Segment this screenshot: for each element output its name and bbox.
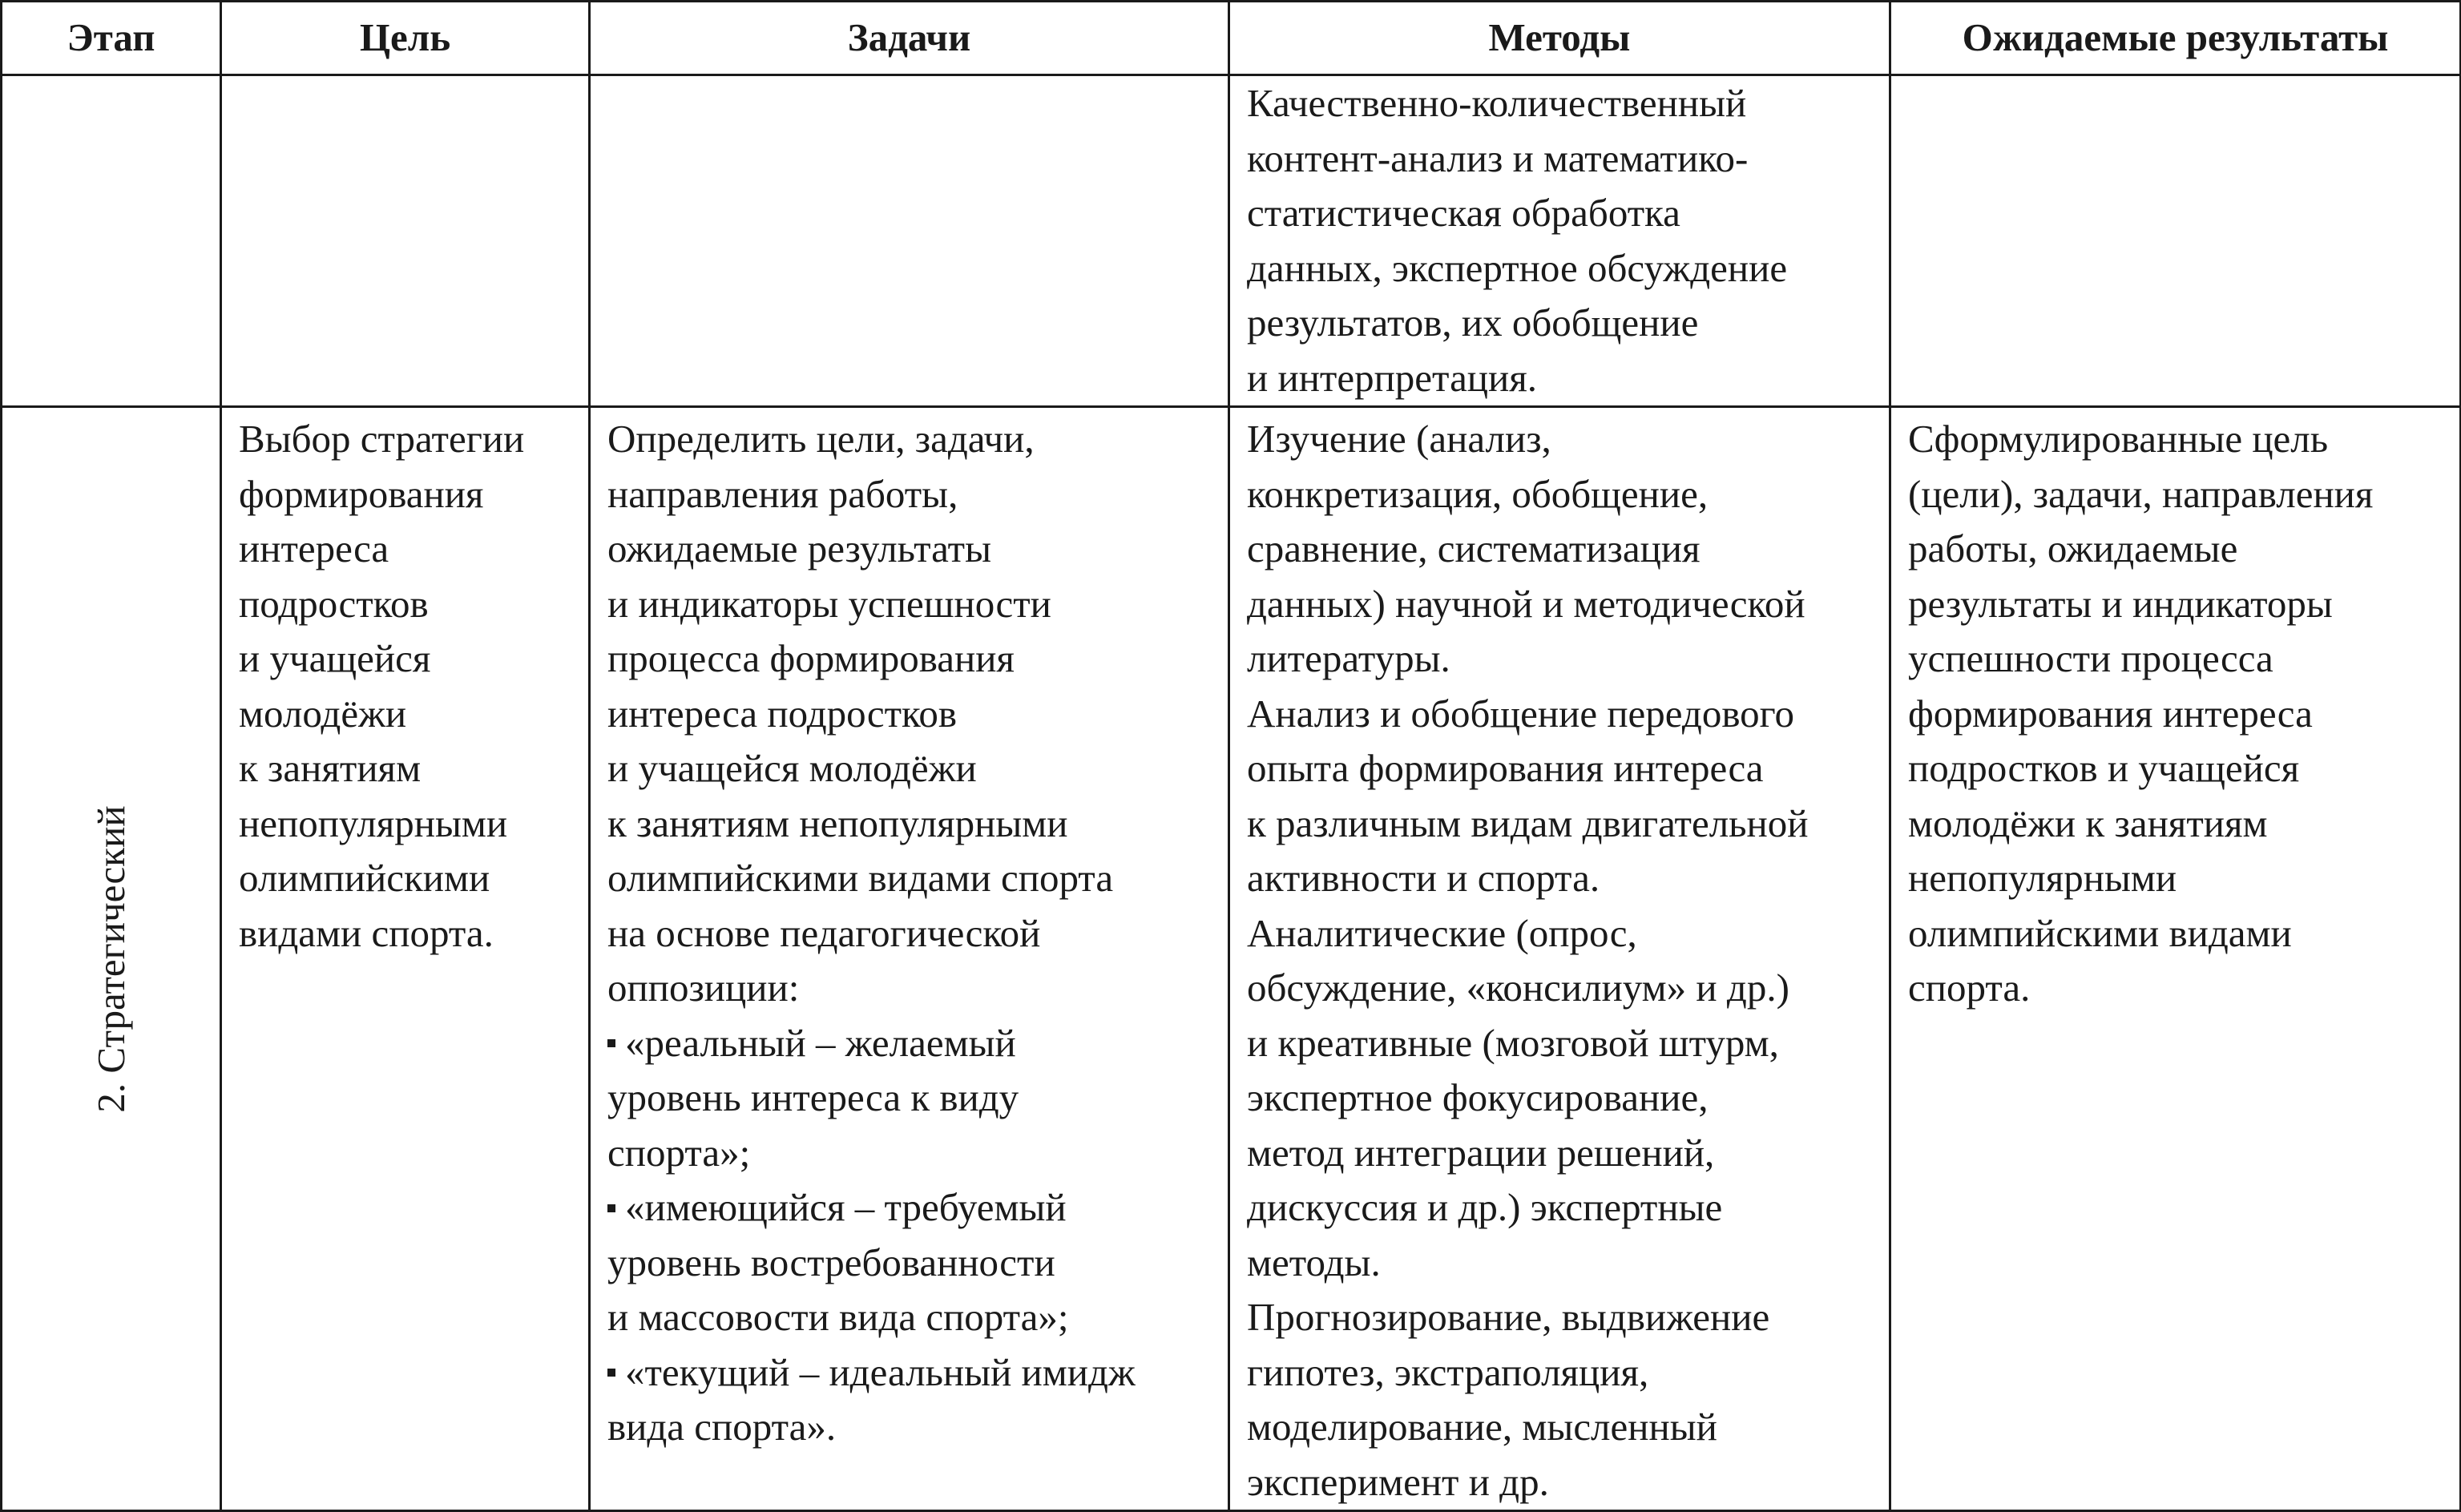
row1-stage-cell (2, 75, 221, 407)
row1-goal-cell (221, 75, 590, 407)
header-row (2, 2, 2461, 75)
method-paragraph: Аналитические (опрос, обсуждение, «консилиум» и др.) и креативные (мозговой штурм, экспертное фокусирование, метод интеграции решений, дискуссия и др.) экспертные методы. (1247, 910, 1789, 1284)
list-item (607, 1345, 1213, 1455)
bullet-text: «имеющийся – требуемый уровень востребованности и массовости вида спорта»; (607, 1185, 1069, 1339)
method-paragraph: Анализ и обобщение передового опыта формирования интереса к различным видам двигательной активности и спорта. (1247, 691, 1809, 900)
list-item (607, 1016, 1213, 1181)
list-item (607, 1180, 1213, 1345)
row2-stage-cell (2, 407, 221, 1511)
method-paragraph: Изучение (анализ, конкретизация, обобщение, сравнение, систематизация данных) научной и методической литературы. (1247, 417, 1805, 680)
bullet-text: «реальный – желаемый уровень интереса к виду спорта»; (607, 1020, 1019, 1175)
bullet-square-icon (607, 1369, 615, 1377)
row1-tasks-cell (590, 75, 1229, 407)
bullet-square-icon (607, 1204, 615, 1212)
row1-methods-cell: Качественно-количественный контент-анализ и математико- статистическая обработка данных, экспертное обсуждение результатов, их обобщение и интерпретация. (1229, 75, 1890, 407)
method-paragraph: Прогнозирование, выдвижение гипотез, экстраполяция, моделирование, мысленный эксперимент и др. (1247, 1295, 1770, 1504)
bullet-text: «текущий – идеальный имидж вида спорта». (607, 1349, 1136, 1449)
table-row (2, 407, 2461, 1511)
table-row (2, 75, 2461, 407)
bullet-square-icon (607, 1039, 615, 1047)
row2-results-cell: Сформулированные цель (цели), задачи, направления работы, ожидаемые результаты и индикаторы успешности процесса формирования интереса подростков и учащейся молодёжи к занятиям непопулярными олимпийскими видами спорта. (1890, 407, 2461, 1511)
row2-tasks-cell (590, 407, 1229, 1511)
header-stage: Этап (2, 2, 221, 75)
tasks-intro: Определить цели, задачи, направления работы, ожидаемые результаты и индикаторы успешности процесса формирования интереса подростков и учащейся молодёжи к занятиям непопулярными олимпийскими видами спорта на основе педагогической оппозиции: (607, 417, 1114, 1010)
header-tasks: Задачи (590, 2, 1229, 75)
header-methods: Методы (1229, 2, 1890, 75)
row2-goal-cell: Выбор стратегии формирования интереса подростков и учащейся молодёжи к занятиям непопулярными олимпийскими видами спорта. (221, 407, 590, 1511)
row2-methods-cell (1229, 407, 1890, 1511)
row1-results-cell (1890, 75, 2461, 407)
stage-label: 2. Стратегический (88, 804, 133, 1113)
header-goal: Цель (221, 2, 590, 75)
header-results: Ожидаемые результаты (1890, 2, 2461, 75)
